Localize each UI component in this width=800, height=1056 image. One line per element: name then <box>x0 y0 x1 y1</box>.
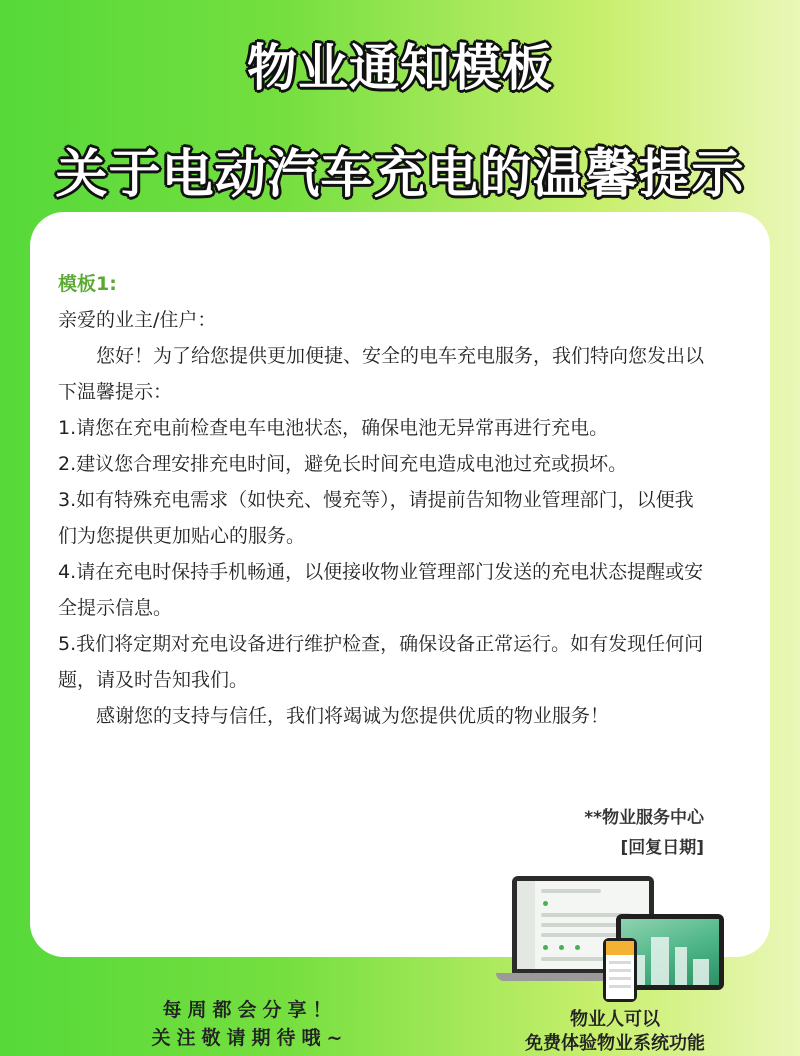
footer-trial-note <box>495 1008 735 1056</box>
phone-row <box>609 961 631 964</box>
signature: **物业服务中心 <box>584 808 704 828</box>
dashboard-row <box>541 889 601 893</box>
footer-trial-line2: 免费体验物业系统功能 <box>525 1033 705 1054</box>
footer-share-note <box>130 996 370 1052</box>
intro-paragraph: 您好！为了给您提供更加便捷、安全的电车充电服务，我们特向您发出以下温馨提示： <box>58 345 705 403</box>
notice-item-3: 3.如有特殊充电需求（如快充、慢充等），请提前告知物业管理部门，以便我们为您提供更加贴心的服务。 <box>58 489 694 547</box>
building-shape <box>693 959 709 985</box>
closing-paragraph: 感谢您的支持与信任，我们将竭诚为您提供优质的物业服务！ <box>96 705 610 727</box>
poster-title: 物业通知模板 <box>247 39 553 97</box>
dashboard-sidebar <box>517 881 535 969</box>
dashboard-row <box>541 957 611 961</box>
dashboard-dot <box>559 945 564 950</box>
phone-illustration <box>603 938 637 1002</box>
building-shape <box>675 947 687 985</box>
phone-screen <box>606 941 634 999</box>
footer-share-line2: 关注敬请期待哦~ <box>151 1027 349 1049</box>
notice-item-1: 1.请您在充电前检查电车电池状态，确保电池无异常再进行充电。 <box>58 417 609 439</box>
poster-subtitle: 关于电动汽车充电的温馨提示 <box>55 145 745 205</box>
notice-item-5: 5.我们将定期对充电设备进行维护检查，确保设备正常运行。如有发现任何问题，请及时告知我们。 <box>58 633 704 691</box>
signature-block <box>584 803 704 863</box>
notice-item-4: 4.请在充电时保持手机畅通，以便接收物业管理部门发送的充电状态提醒或安全提示信息。 <box>58 561 704 619</box>
footer-trial-line1: 物业人可以 <box>570 1009 660 1030</box>
phone-row <box>609 985 631 988</box>
dashboard-row <box>541 923 621 927</box>
notice-item-2: 2.建议您合理安排充电时间，避免长时间充电造成电池过充或损坏。 <box>58 453 628 475</box>
building-shape <box>651 937 669 985</box>
dashboard-dot <box>575 945 580 950</box>
phone-header <box>606 941 634 955</box>
greeting: 亲爱的业主/住户： <box>58 309 217 331</box>
template-label: 模板1: <box>58 273 117 295</box>
footer-share-line1: 每周都会分享！ <box>162 999 338 1021</box>
notice-body <box>58 266 708 734</box>
dashboard-avatar <box>543 901 548 906</box>
phone-row <box>609 969 631 972</box>
dashboard-dot <box>543 945 548 950</box>
phone-row <box>609 977 631 980</box>
reply-date: [回复日期] <box>620 838 704 858</box>
